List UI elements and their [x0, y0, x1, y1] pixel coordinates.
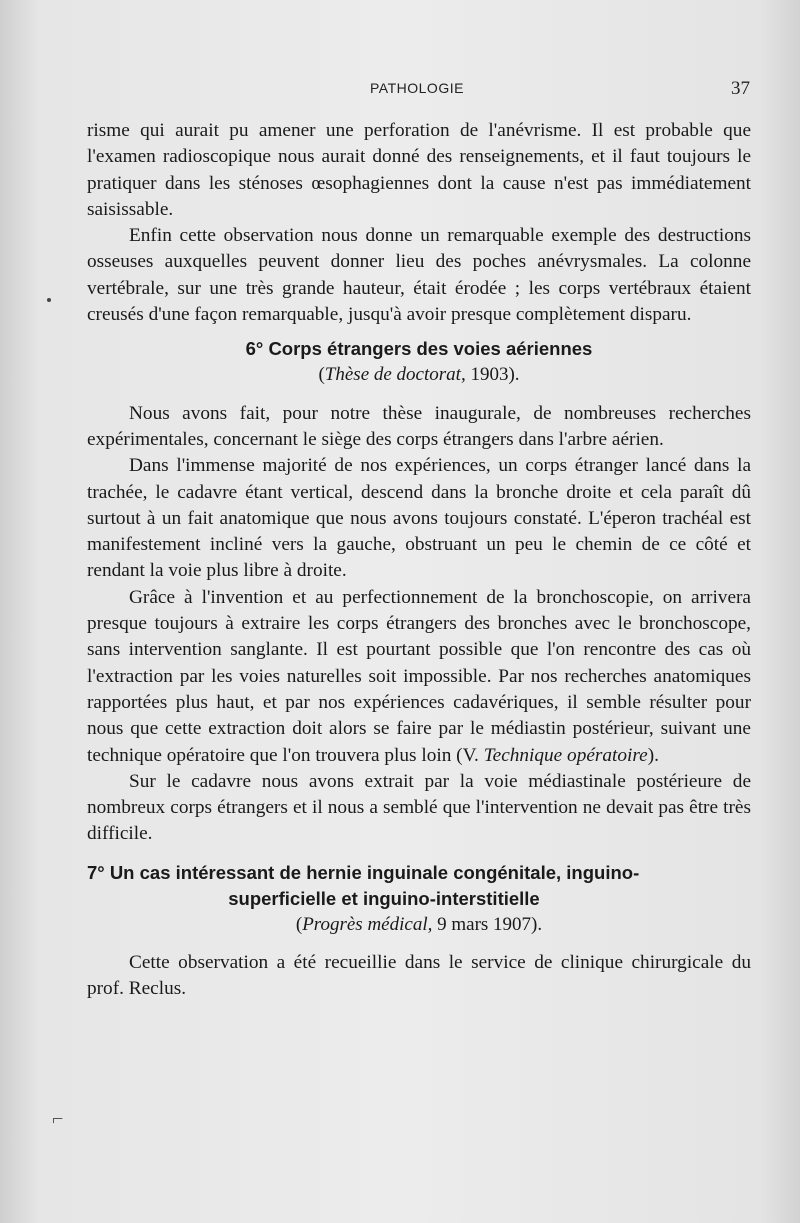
- section-heading-6: 6° Corps étrangers des voies aériennes: [245, 338, 593, 360]
- paragraph: Dans l'immense majorité de nos expériences, un corps étranger lancé dans la trachée, le cadavre étant vertical, descend dans la bronche droite et cela paraît dû surtout à un fait anatomique que nous avons toujours constaté. L'éperon trachéal est manifestement incliné vers la gauche, obstruant un peu le chemin de ce côté et rendant la voie plus libre à droite.: [87, 455, 751, 582]
- section-heading-7-line2: superficielle et inguino-interstitielle: [228, 887, 540, 909]
- page-number: 37: [731, 78, 750, 99]
- section-heading-7-line1: 7° Un cas intéressant de hernie inguinale congénitale, inguino-: [87, 861, 640, 883]
- paragraph: [87, 585, 751, 769]
- citation-title: Progrès médical,: [302, 913, 433, 935]
- margin-stroke-mark: ⌐: [52, 1108, 64, 1130]
- paragraph: risme qui aurait pu amener une perforation de l'anévrisme. Il est probable que l'examen radioscopique nous aurait donné des renseignements, et il faut toujours le pratiquer dans les sténoses œsophagiennes dont la cause n'est pas immédiatement saisissable.: [87, 120, 751, 220]
- inline-italic: Technique opératoire: [483, 744, 648, 766]
- citation-date: 9 mars 1907: [432, 913, 532, 935]
- running-title: PATHOLOGIE: [370, 80, 464, 96]
- running-head: [0, 80, 800, 104]
- section-citation-7: (Progrès médical, 9 mars 1907).: [295, 913, 543, 935]
- citation-date: 1903: [465, 364, 509, 386]
- paragraph: Nous avons fait, pour notre thèse inaugurale, de nombreuses recherches expérimentales, concernant le siège des corps étrangers dans l'arbre aérien.: [87, 402, 751, 450]
- body-text: [87, 118, 751, 1003]
- paragraph-text: Grâce à l'invention et au perfectionnement de la bronchoscopie, on arrivera presque toujours à extraire les corps étrangers des bronches avec le bronchoscope, sans intervention sanglante. Il est pourtant possible que l'on rencontre des cas où l'extraction par les voies naturelles soit impossible. Par nos recherches anatomiques rapportées plus haut, et par nos expériences cadavériques, il semble résulter pour nous que cette extraction doit alors se faire par le médiastin postérieur, suivant une technique opératoire que l'on trouvera plus loin (V.: [87, 586, 751, 766]
- inline-after: ).: [647, 744, 659, 766]
- paragraph: Sur le cadavre nous avons extrait par la voie médiastinale postérieure de nombreux corps étrangers et il nous a semblé que l'intervention ne devait pas être très difficile.: [87, 770, 751, 845]
- section-citation-6: (Thèse de doctorat, 1903).: [318, 364, 520, 386]
- citation-title: Thèse de doctorat,: [324, 364, 466, 386]
- paragraph: Cette observation a été recueillie dans le service de clinique chirurgicale du prof. Reclus.: [87, 952, 751, 1000]
- margin-dot-mark: [47, 298, 51, 302]
- paragraph: Enfin cette observation nous donne un remarquable exemple des destructions osseuses auxquelles peuvent donner lieu des poches anévrysmales. La colonne vertébrale, sur une très grande hauteur, était érodée ; les corps vertébraux étaient creusés d'une façon remarquable, jusqu'à avoir presque complètement disparu.: [87, 225, 751, 326]
- section-heading-7: [87, 860, 751, 912]
